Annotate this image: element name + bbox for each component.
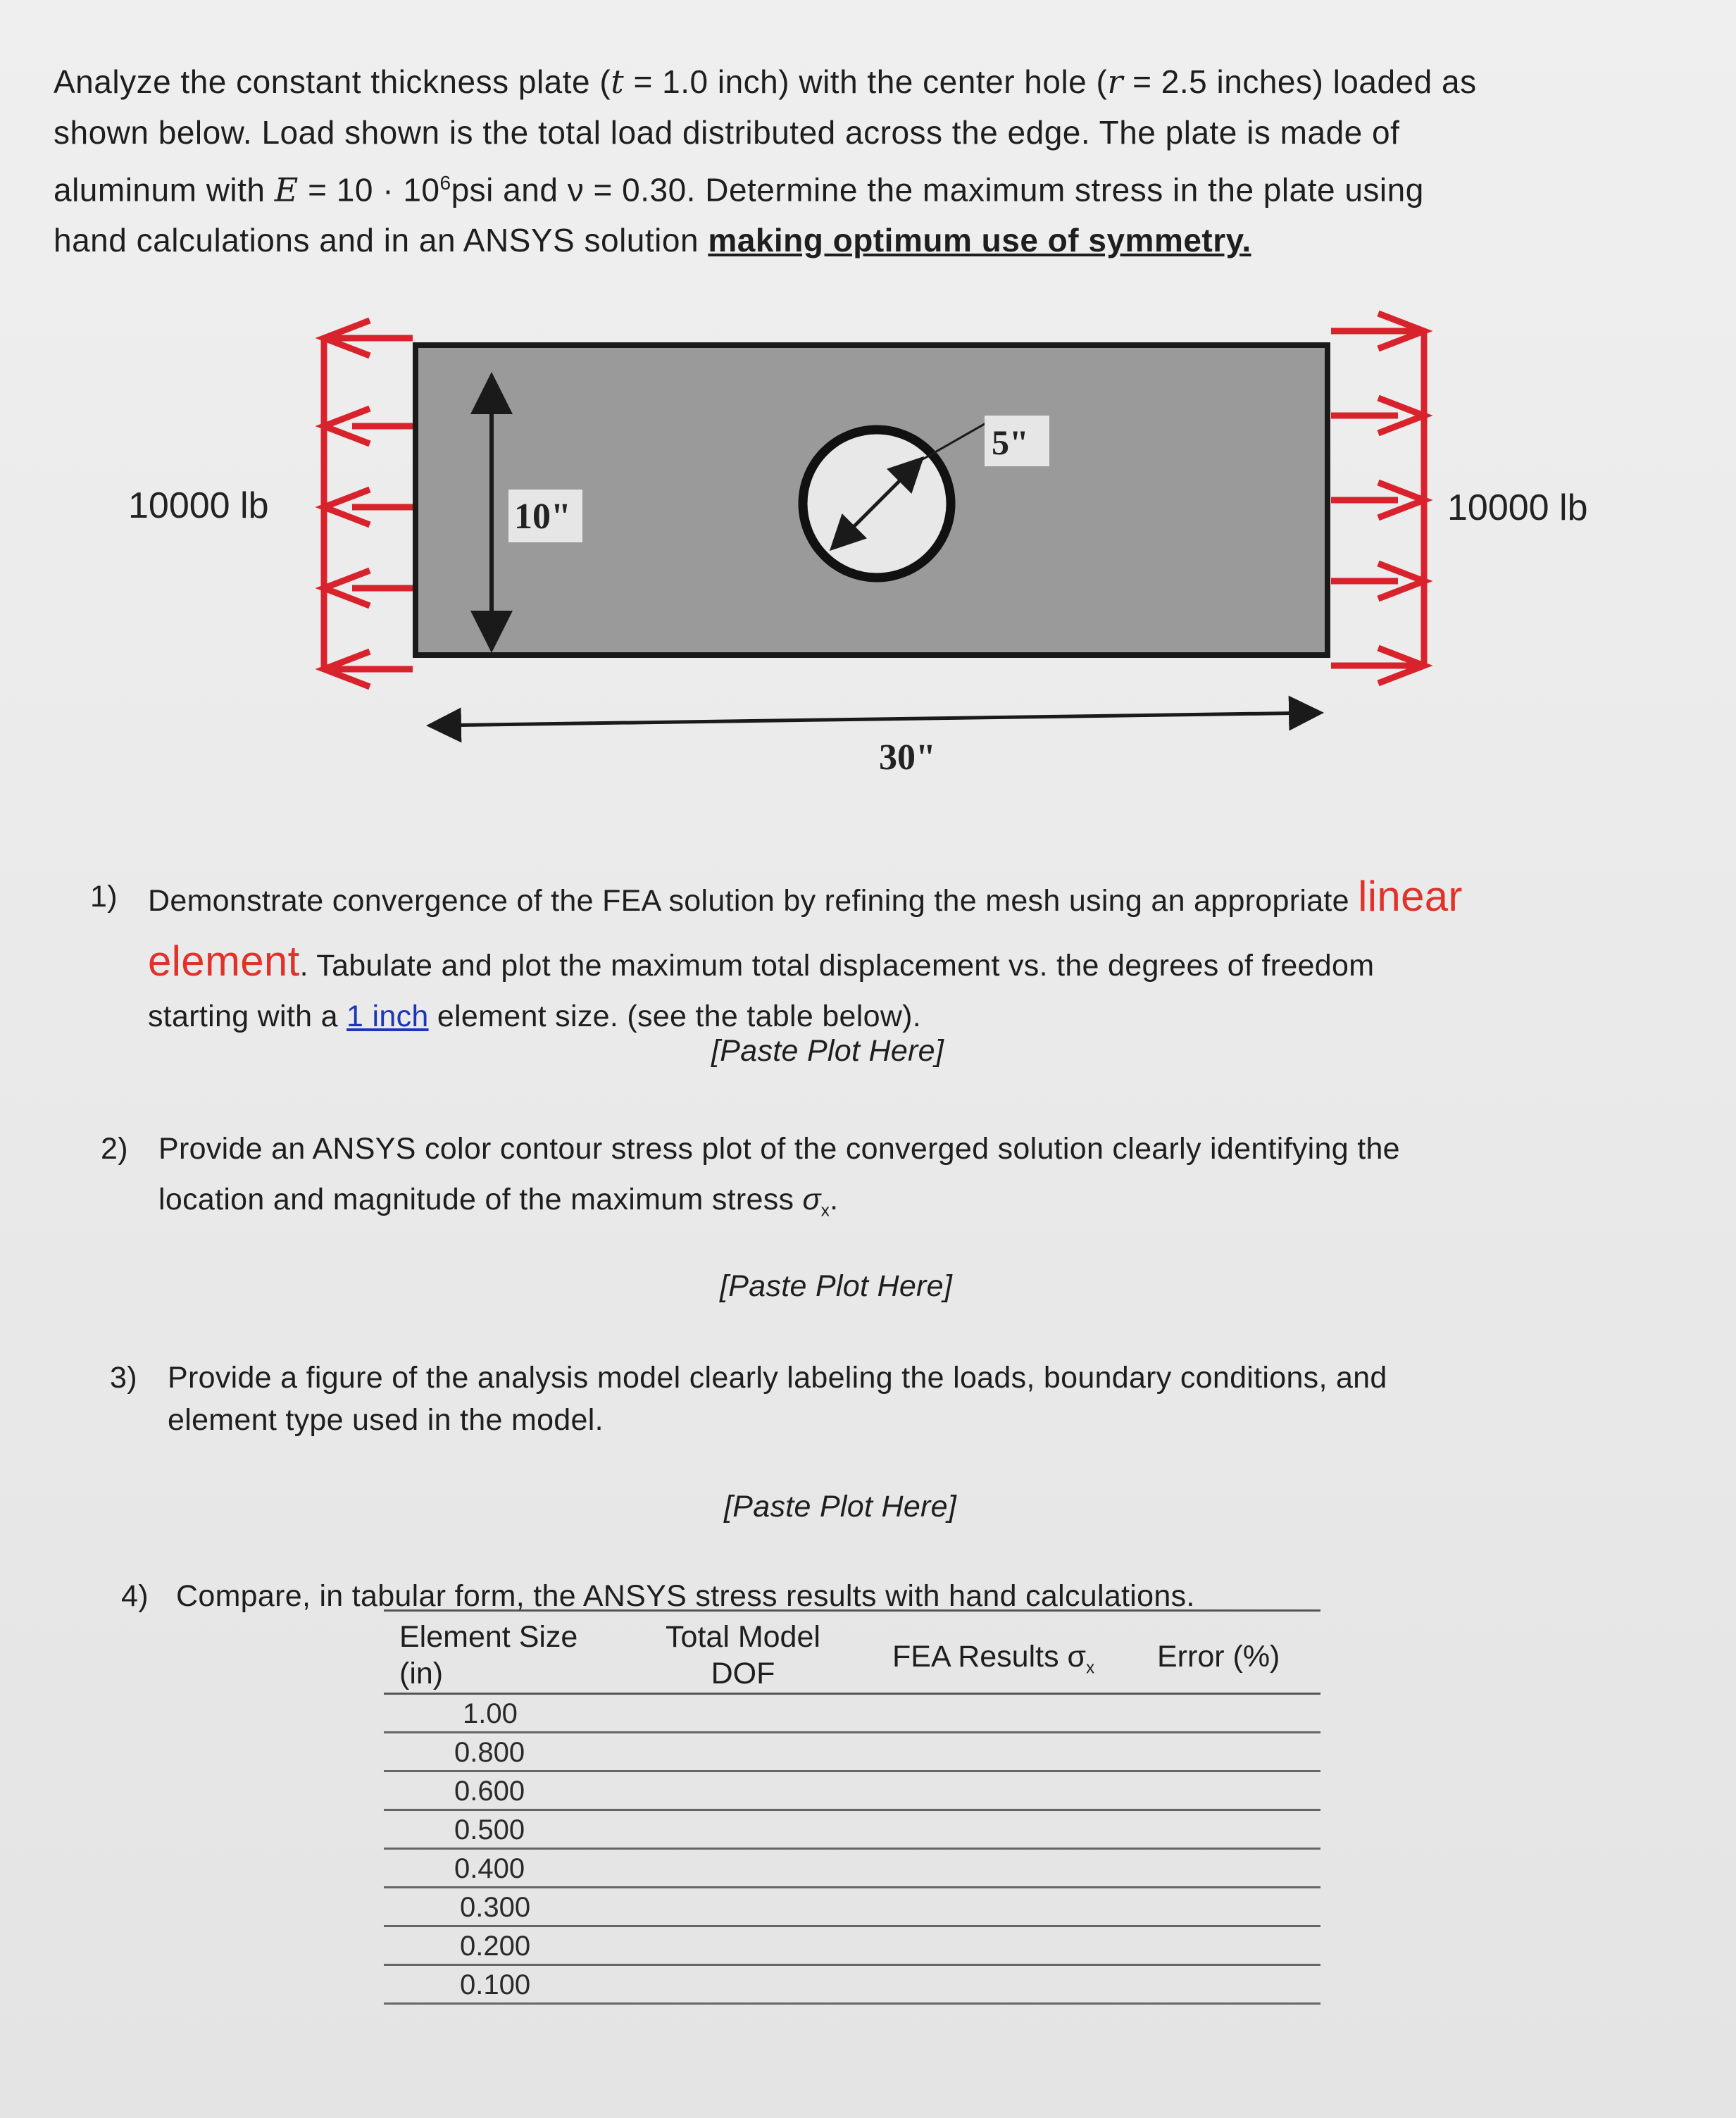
table-row: 0.100 — [384, 1966, 1320, 2005]
symmetry-emphasis: making optimum use of symmetry. — [708, 222, 1251, 259]
question-1 — [90, 871, 1627, 1042]
header-error: Error (%) — [1157, 1640, 1280, 1674]
question-2-line-2: location and magnitude of the maximum stress $\sigma_x$. — [158, 1183, 839, 1221]
table-row: 0.500 — [384, 1811, 1320, 1850]
table-row: 0.300 — [384, 1888, 1320, 1927]
results-table — [384, 1609, 1320, 2005]
intro-line-1: Analyze the constant thickness plate (t = 1.0 inch) with the center hole (r = 2.5 inches) loaded as — [54, 63, 1477, 101]
question-1-line-2: element. Tabulate and plot the maximum total displacement vs. the degrees of freedom — [148, 937, 1375, 985]
table-header — [384, 1609, 1320, 1695]
left-load-arrows — [324, 320, 413, 687]
question-2 — [101, 1123, 1630, 1237]
question-2-line-1: Provide an ANSYS color contour stress plot of the converged solution clearly identifying the — [158, 1132, 1400, 1166]
question-3-number: 3) — [110, 1361, 137, 1395]
table-row: 0.800 — [384, 1733, 1320, 1772]
question-1-number: 1) — [90, 880, 118, 914]
intro-line-4: hand calculations and in an ANSYS solution making optimum use of symmetry. — [54, 222, 1251, 259]
hole-dimension-label: 5" — [992, 423, 1029, 462]
length-dimension-label: 30" — [879, 737, 936, 778]
question-1-line-3: starting with a 1 inch element size. (see the table below). — [148, 999, 922, 1033]
question-4-number: 4) — [121, 1579, 149, 1613]
linear-highlight: linear — [1358, 873, 1463, 920]
question-3-line-2: element type used in the model. — [168, 1403, 604, 1437]
plate-figure — [0, 0, 1736, 810]
table-row: 0.600 — [384, 1772, 1320, 1811]
table-row: 1.00 — [384, 1695, 1320, 1733]
header-total-dof: Total Model DOF — [666, 1620, 820, 1690]
question-3 — [110, 1352, 1632, 1445]
table-row: 0.200 — [384, 1927, 1320, 1966]
paste-plot-1: [Paste Plot Here] — [711, 1034, 944, 1068]
right-load-label: 10000 lb — [1447, 487, 1588, 528]
intro-line-3: aluminum with $E = 10 \cdot 10^6psi$ and ν = 0.30. Determine the maximum stress in the plate using — [54, 170, 1424, 209]
paste-plot-3: [Paste Plot Here] — [724, 1490, 957, 1524]
header-fea-results: FEA Results $\sigma_x$ — [892, 1640, 1095, 1678]
one-inch-link[interactable]: 1 inch — [346, 999, 429, 1033]
question-3-line-1: Provide a figure of the analysis model clearly labeling the loads, boundary conditions, and — [168, 1361, 1387, 1395]
element-highlight: element — [148, 937, 300, 985]
question-4-line-1: Compare, in tabular form, the ANSYS stress results with hand calculations. — [176, 1579, 1195, 1613]
question-2-number: 2) — [101, 1132, 128, 1166]
table-row: 0.400 — [384, 1850, 1320, 1888]
paste-plot-2: [Paste Plot Here] — [720, 1269, 953, 1303]
left-load-label: 10000 lb — [128, 485, 269, 526]
length-dimension-line — [433, 713, 1317, 725]
intro-line-2: shown below. Load shown is the total load distributed across the edge. The plate is made of — [54, 114, 1400, 151]
height-dimension-label: 10" — [514, 497, 571, 537]
header-element-size: Element Size (in) — [399, 1620, 578, 1690]
right-load-arrows — [1331, 313, 1424, 683]
question-1-line-1: Demonstrate convergence of the FEA solution by refining the mesh using an appropriate linear — [148, 873, 1463, 920]
